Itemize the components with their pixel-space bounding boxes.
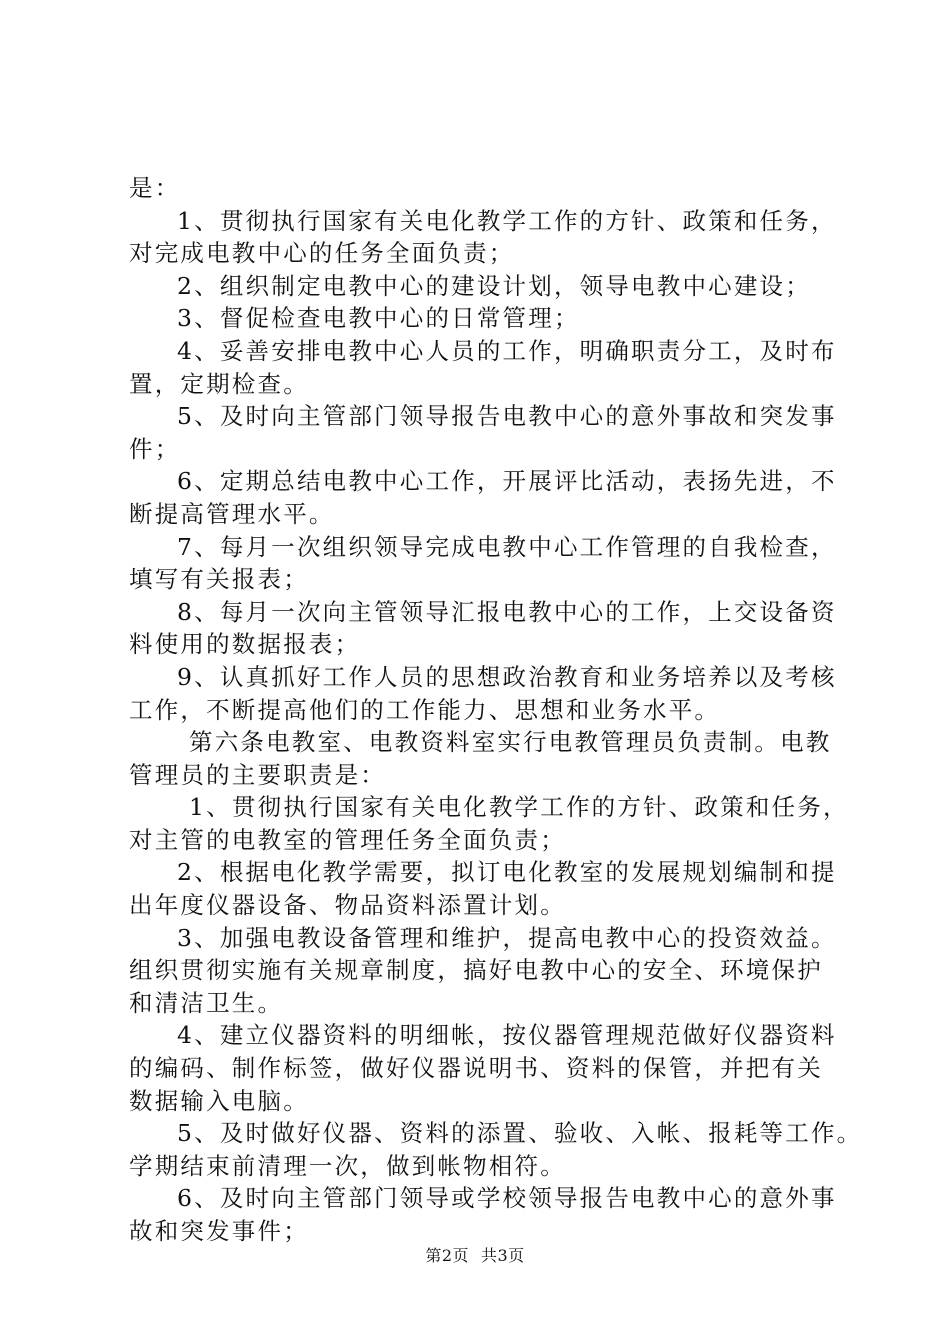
text-line: 6、及时向主管部门领导或学校领导报告电教中心的意外事 [177, 1184, 837, 1213]
text-line: 1、贯彻执行国家有关电化教学工作的方针、政策和任务， [177, 206, 837, 235]
text-line: 数据输入电脑。 [129, 1086, 309, 1115]
text-line: 7、每月一次组织领导完成电教中心工作管理的自我检查， [177, 532, 837, 561]
text-line: 断提高管理水平。 [129, 499, 335, 528]
text-line: 组织贯彻实施有关规章制度，搞好电教中心的安全、环境保护 [129, 956, 823, 985]
text-line: 填写有关报表； [129, 565, 309, 594]
text-line: 置，定期检查。 [129, 369, 309, 398]
page-footer [0, 1243, 950, 1266]
text-line: 4、妥善安排电教中心人员的工作，明确职责分工，及时布 [177, 336, 837, 365]
text-line: 6、定期总结电教中心工作，开展评比活动，表扬先进，不 [177, 467, 837, 496]
page-total: 共3页 [481, 1246, 525, 1265]
text-line: 4、建立仪器资料的明细帐，按仪器管理规范做好仪器资料 [177, 1021, 837, 1050]
text-line: 1、贯彻执行国家有关电化教学工作的方针、政策和任务， [189, 793, 849, 822]
text-line: 对主管的电教室的管理任务全面负责； [129, 825, 566, 854]
text-line: 管理员的主要职责是： [129, 760, 386, 789]
text-line: 8、每月一次向主管领导汇报电教中心的工作，上交设备资 [177, 597, 837, 626]
text-line: 料使用的数据报表； [129, 630, 361, 659]
text-line: 5、及时向主管部门领导报告电教中心的意外事故和突发事 [177, 402, 837, 431]
text-line: 工作，不断提高他们的工作能力、思想和业务水平。 [129, 695, 721, 724]
page-number: 第2页 [425, 1246, 469, 1265]
text-line: 对完成电教中心的任务全面负责； [129, 239, 515, 268]
text-line: 3、加强电教设备管理和维护，提高电教中心的投资效益。 [177, 923, 837, 952]
document-body [129, 172, 863, 1248]
text-line: 件； [129, 434, 181, 463]
text-line: 第六条电教室、电教资料室实行电教管理员负责制。电教 [189, 728, 832, 757]
text-line: 3、督促检查电教中心的日常管理； [177, 304, 580, 333]
text-line: 的编码、制作标签，做好仪器说明书、资料的保管，并把有关 [129, 1054, 823, 1083]
text-line: 学期结束前清理一次，做到帐物相符。 [129, 1151, 566, 1180]
text-line: 和清洁卫生。 [129, 988, 284, 1017]
text-line: 故和突发事件； [129, 1217, 309, 1245]
text-line: 2、组织制定电教中心的建设计划，领导电教中心建设； [177, 271, 811, 300]
text-line: 是： [129, 174, 181, 202]
text-line: 出年度仪器设备、物品资料添置计划。 [129, 891, 566, 920]
text-line: 5、及时做好仪器、资料的添置、验收、入帐、报耗等工作。 [177, 1119, 863, 1148]
text-line: 2、根据电化教学需要，拟订电化教室的发展规划编制和提 [177, 858, 837, 887]
text-line: 9、认真抓好工作人员的思想政治教育和业务培养以及考核 [177, 662, 837, 691]
